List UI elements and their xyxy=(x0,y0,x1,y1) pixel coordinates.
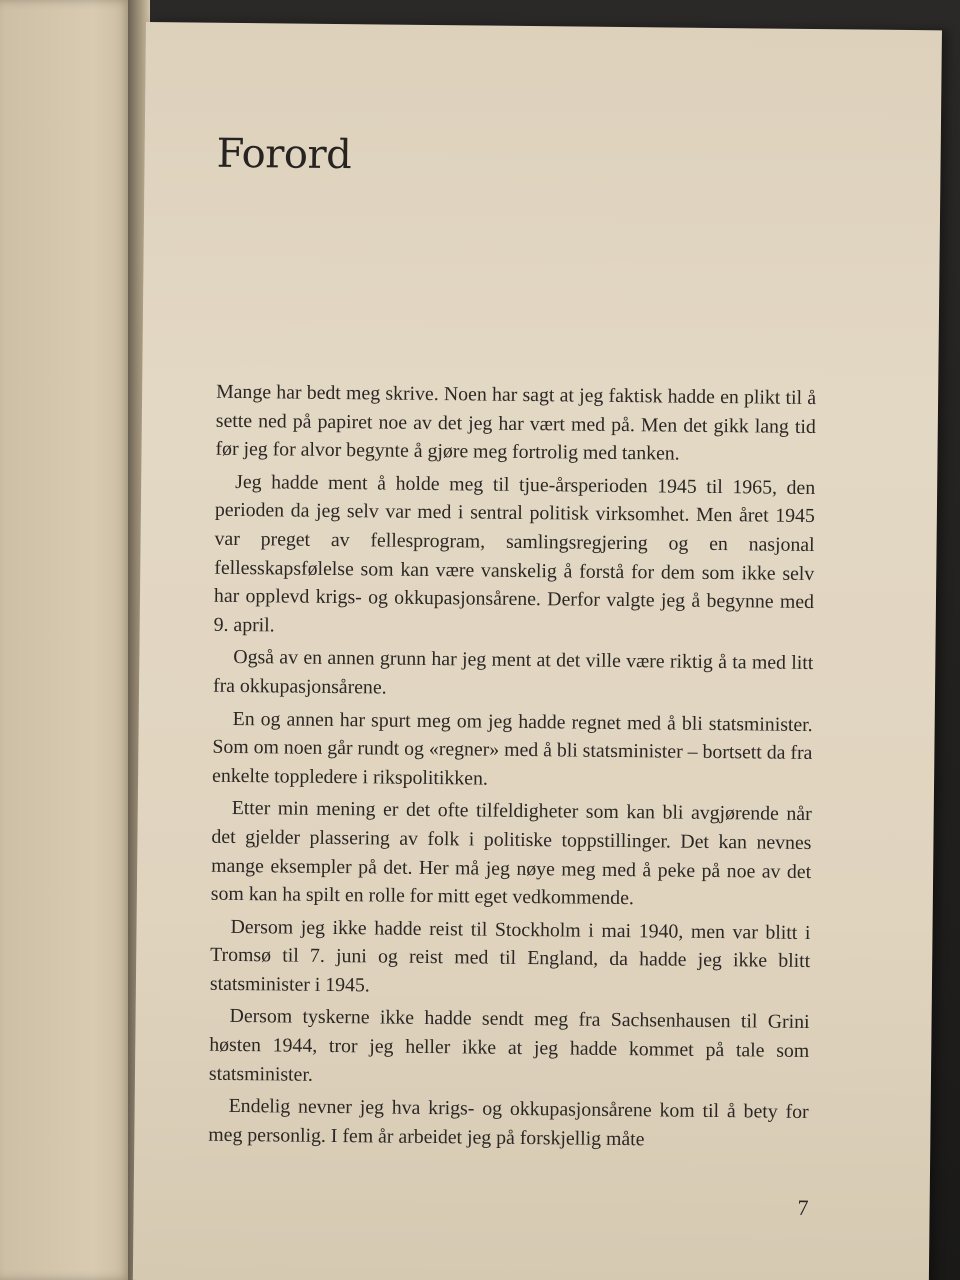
page-number: 7 xyxy=(797,1194,809,1221)
paragraph: Jeg hadde ment å holde meg til tjue-årsperioden 1945 til 1965, den perioden da jeg selv var med i sentral politisk virksomhet. Men året 1945 var preget av fellesprogram, samlingsregjering og en nasjonal fellesskapsfølelse som kan være vanskelig å forstå for dem som ikke selv har opplevd krigs- og okkupasjonsårene. Derfor valgte jeg å begynne med 9. april. xyxy=(213,470,816,637)
left-page xyxy=(0,0,132,1280)
paragraph: Dersom jeg ikke hadde reist til Stockholm i mai 1940, men var blitt i Tromsø til 7. juni og reist med til England, da hadde jeg ikke blitt statsminister i 1945. xyxy=(209,915,811,997)
page-title: Forord xyxy=(216,130,352,179)
paragraph: En og annen har spurt meg om jeg hadde regnet med å bli statsminister. Som om noen går rundt og «regner» med å bli statsminister – bortsett da fra enkelte toppledere i rikspolitikken. xyxy=(211,707,813,790)
right-page xyxy=(133,22,942,1280)
body-text xyxy=(208,378,816,1160)
paragraph: Mange har bedt meg skrive. Noen har sagt at jeg faktisk hadde en plikt til å sette ned på papiret noe av det jeg har vært med på. Men det gikk lang tid før jeg for alvor begynte å gjøre meg fortrolig med tanken. xyxy=(215,380,817,465)
paragraph: Endelig nevner jeg hva krigs- og okkupasjonsårene kom til å bety for meg personlig. I fem år arbeidet jeg på forskjellig måte xyxy=(208,1095,809,1151)
paragraph: Også av en annen grunn har jeg ment at det ville være riktig å ta med litt fra okkupasjonsårene. xyxy=(212,646,814,699)
paragraph: Dersom tyskerne ikke hadde sendt meg fra Sachsenhausen til Grini høsten 1944, tror jeg heller ikke at jeg hadde kommet på tale som statsminister. xyxy=(208,1005,810,1086)
paragraph: Etter min mening er det ofte tilfeldigheter som kan bli avgjørende når det gjelder plassering av folk i politiske toppstillinger. Det kan nevnes mange eksempler på det. Her må jeg nøye meg med å peke på noe av det som kan ha spilt en rolle for mitt eget vedkommende. xyxy=(210,797,812,910)
